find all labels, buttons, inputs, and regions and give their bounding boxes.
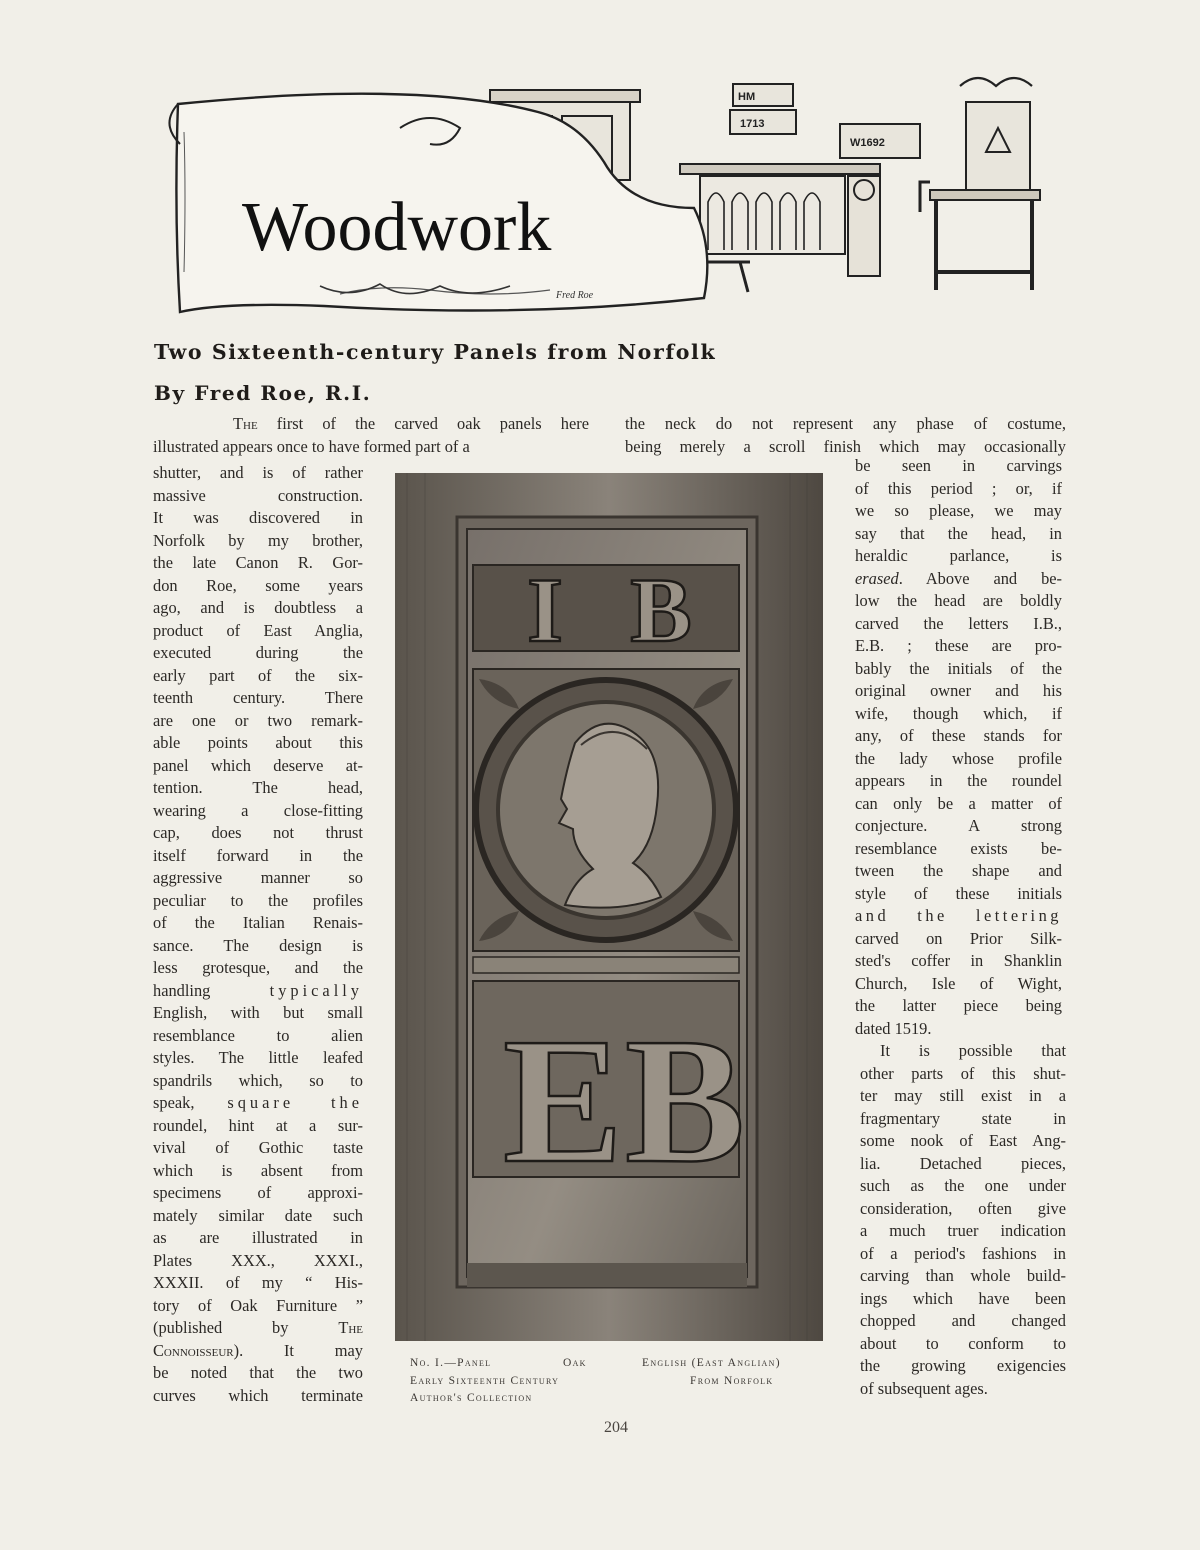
col2-line: consideration, often give	[860, 1198, 1066, 1218]
col1-line: panel which deserve at-	[153, 755, 363, 775]
carved-letter-e: E	[502, 1001, 624, 1200]
col2-line: of a period's fashions in	[860, 1243, 1066, 1263]
col2-line: of subsequent ages.	[860, 1378, 988, 1398]
caption-provenance: From Norfolk	[690, 1375, 774, 1387]
page-number: 204	[604, 1419, 628, 1436]
col1-line: don Roe, some years	[153, 575, 363, 595]
section-title: Woodwork	[242, 189, 552, 266]
col2-line: Church, Isle of Wight,	[855, 973, 1062, 993]
carved-letter-i: I	[527, 559, 563, 661]
artist-signature: Fred Roe	[556, 290, 594, 301]
col1-line: XXXII. of my “ His-	[153, 1273, 363, 1292]
col1-line: speak, square the	[153, 1093, 364, 1112]
col1-line: tention. The head,	[153, 778, 363, 797]
col1-line: the late Canon R. Gor-	[153, 553, 363, 572]
col2-line: we so please, we may	[855, 501, 1062, 520]
box-label-bottom: 1713	[740, 118, 765, 130]
col2-top-line: the neck do not represent any phase of costume,	[625, 414, 1066, 433]
col2-line: appears in the roundel	[855, 771, 1062, 790]
col1-line: itself forward in the	[153, 845, 363, 865]
header-illustration	[160, 72, 1060, 320]
col1-line: early part of the six-	[153, 665, 363, 685]
col2-line: carved on Prior Silk-	[855, 928, 1062, 948]
col2-line: and the lettering	[855, 906, 1062, 925]
col2-line: conjecture. A strong	[855, 816, 1062, 835]
caption-collection: Author's Collection	[410, 1392, 533, 1404]
col2-line: some nook of East Ang-	[860, 1131, 1066, 1150]
col1-line: resemblance to alien	[153, 1025, 363, 1045]
col2-line: be seen in carvings	[855, 456, 1062, 475]
col2-line: dated 1519.	[855, 1018, 932, 1038]
col1-line: roundel, hint at a sur-	[153, 1115, 363, 1135]
byline: By Fred Roe, R.I.	[154, 381, 372, 405]
col1-line: curves which terminate	[153, 1385, 363, 1405]
col1-line: peculiar to the profiles	[153, 890, 363, 910]
col2-line: style of these initials	[855, 883, 1062, 903]
col2-top-line: being merely a scroll finish which may occasionally	[625, 437, 1066, 456]
col1-line: handling typically	[153, 980, 363, 1000]
col1-line: spandrils which, so to	[153, 1070, 363, 1090]
col2-line: sted's coffer in Shanklin	[855, 951, 1062, 970]
col2-line: about to conform to	[860, 1333, 1066, 1353]
col1-line: less grotesque, and the	[153, 958, 363, 977]
col1-line: as are illustrated in	[153, 1228, 363, 1247]
col1-line: styles. The little leafed	[153, 1048, 363, 1067]
col2-line: say that the head, in	[855, 523, 1062, 543]
col2-line: the growing exigencies	[860, 1356, 1066, 1375]
col2-line: can only be a matter of	[855, 793, 1062, 813]
caption-origin: English (East Anglian)	[642, 1357, 781, 1369]
carved-letter-b-bottom: B	[624, 1001, 746, 1200]
box-label-top: HM	[738, 91, 756, 103]
col1-line: ago, and is doubtless a	[153, 598, 363, 617]
col2-line: the lady whose profile	[855, 748, 1062, 768]
col2-line: carved the letters I.B.,	[855, 613, 1062, 633]
col1-line: cap, does not thrust	[153, 823, 363, 842]
col1-line: (published by The	[153, 1318, 363, 1337]
carved-letter-b-top: B	[630, 559, 692, 661]
col2-line: tween the shape and	[855, 861, 1062, 880]
col1-line: Norfolk by my brother,	[153, 530, 363, 550]
col2-line: ings which have been	[860, 1288, 1066, 1308]
col1-line: be noted that the two	[153, 1363, 363, 1382]
col2-line: such as the one under	[860, 1176, 1066, 1195]
col2-line: lia. Detached pieces,	[860, 1153, 1066, 1173]
col1-line: aggressive manner so	[153, 868, 363, 887]
col2-line: fragmentary state in	[860, 1108, 1066, 1128]
col1-top-line: illustrated appears once to have formed part of a	[153, 437, 470, 456]
col1-line: are one or two remark-	[153, 710, 363, 730]
col1-line: wearing a close-fitting	[153, 800, 363, 820]
col2-line: resemblance exists be-	[855, 838, 1062, 858]
caption-label: No. I.—Panel	[410, 1357, 492, 1369]
col2-line: original owner and his	[855, 681, 1062, 700]
col1-line: Connoisseur). It may	[153, 1340, 363, 1360]
col2-line: erased. Above and be-	[855, 568, 1062, 588]
col1-line: specimens of approxi-	[153, 1183, 363, 1202]
col2-line: other parts of this shut-	[860, 1063, 1066, 1083]
col1-line: teenth century. There	[153, 688, 363, 707]
col1-line: It was discovered in	[153, 508, 363, 527]
col2-line: of this period ; or, if	[855, 478, 1062, 498]
col1-line: which is absent from	[153, 1160, 363, 1180]
col2-line: heraldic parlance, is	[855, 546, 1062, 565]
col2-line: a much truer indication	[860, 1221, 1066, 1240]
col1-line: vival of Gothic taste	[153, 1138, 363, 1157]
col2-line: chopped and changed	[860, 1311, 1066, 1330]
col1-line: of the Italian Renais-	[153, 913, 363, 932]
col1-line: massive construction.	[153, 485, 363, 505]
col2-line: carving than whole build-	[860, 1266, 1066, 1285]
col2-line: E.B. ; these are pro-	[855, 636, 1062, 655]
col2-line: the latter piece being	[855, 996, 1062, 1015]
caption-material: Oak	[563, 1357, 587, 1369]
carved-panel-photo	[395, 473, 823, 1341]
caption-date: Early Sixteenth Century	[410, 1375, 560, 1387]
col2-line: ter may still exist in a	[860, 1086, 1066, 1105]
article-title: Two Sixteenth-century Panels from Norfolk	[154, 340, 717, 364]
col2-line: It is possible that	[880, 1041, 1066, 1060]
col1-line: able points about this	[153, 733, 363, 752]
col1-line: tory of Oak Furniture ”	[153, 1295, 363, 1315]
col2-line: wife, though which, if	[855, 703, 1062, 723]
col1-line: product of East Anglia,	[153, 620, 363, 640]
col1-line: sance. The design is	[153, 935, 363, 955]
col1-line: executed during the	[153, 643, 363, 662]
col1-top-line: The first of the carved oak panels here	[233, 414, 589, 433]
col2-line: bably the initials of the	[855, 658, 1062, 678]
chest-label: W1692	[850, 137, 885, 149]
col1-line: shutter, and is of rather	[153, 463, 363, 482]
col1-line: mately similar date such	[153, 1205, 363, 1225]
col1-line: Plates XXX., XXXI.,	[153, 1250, 363, 1270]
col2-line: any, of these stands for	[855, 726, 1062, 745]
col1-line: English, with but small	[153, 1003, 363, 1022]
col2-line: low the head are boldly	[855, 591, 1062, 610]
